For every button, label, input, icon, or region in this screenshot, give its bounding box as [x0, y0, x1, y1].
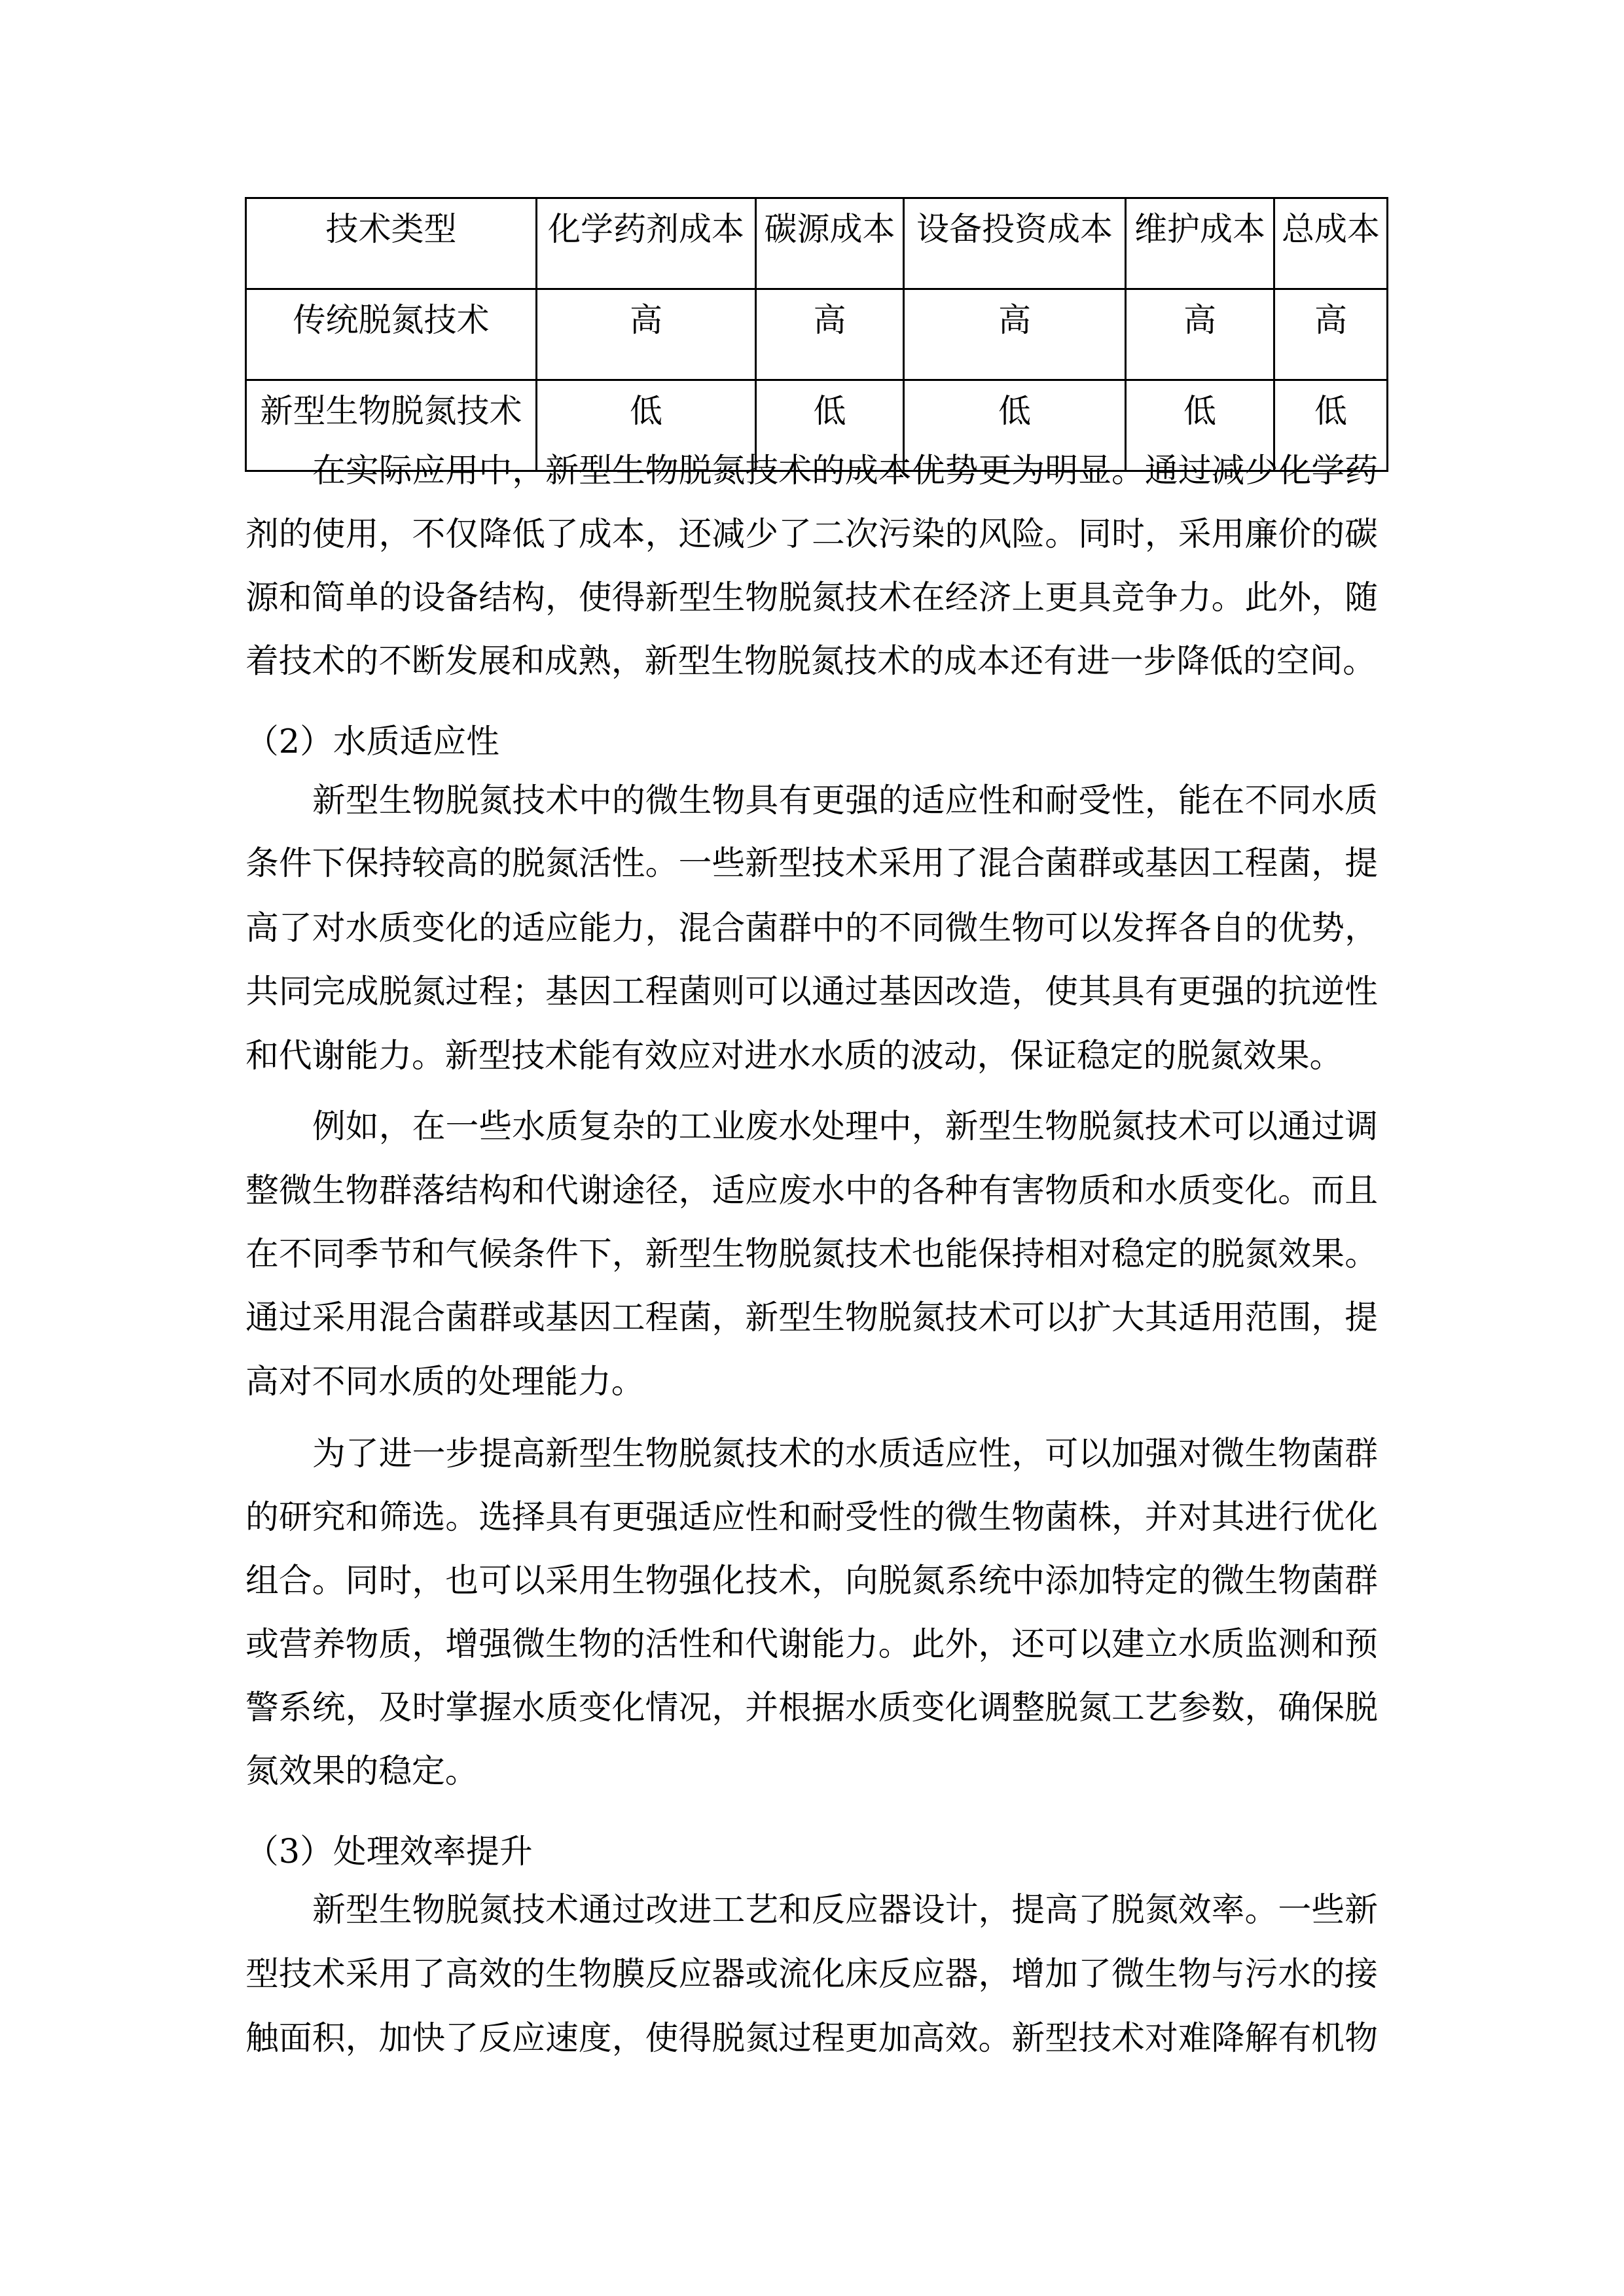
- table-cell: 低: [1274, 380, 1388, 471]
- table-cell: 高: [1274, 289, 1388, 380]
- table-cell: 高: [756, 289, 904, 380]
- text-line: 例如，在一些水质复杂的工业废水处理中，新型生物脱氮技术可以通过调: [312, 1107, 1378, 1145]
- text-line: 剂的使用，不仅降低了成本，还减少了二次污染的风险。同时，采用廉价的碳: [245, 514, 1378, 553]
- text-line: 警系统，及时掌握水质变化情况，并根据水质变化调整脱氮工艺参数，确保脱: [245, 1688, 1378, 1727]
- text-line: 触面积，加快了反应速度，使得脱氮过程更加高效。新型技术对难降解有机物: [245, 2018, 1378, 2057]
- text-line: 在不同季节和气候条件下，新型生物脱氮技术也能保持相对稳定的脱氮效果。: [245, 1234, 1378, 1273]
- header-cell-maintenance-cost: 维护成本: [1126, 198, 1274, 289]
- header-cell-equipment-cost: 设备投资成本: [904, 198, 1126, 289]
- header-cell-chemical-cost: 化学药剂成本: [537, 198, 756, 289]
- table-row: [246, 289, 1388, 380]
- text-line: 着技术的不断发展和成熟，新型生物脱氮技术的成本还有进一步降低的空间。: [245, 641, 1377, 680]
- text-line: 源和简单的设备结构，使得新型生物脱氮技术在经济上更具竞争力。此外，随: [245, 578, 1378, 617]
- text-line: 或营养物质，增强微生物的活性和代谢能力。此外，还可以建立水质监测和预: [245, 1624, 1378, 1663]
- header-cell-carbon-cost: 碳源成本: [756, 198, 904, 289]
- text-line: 新型生物脱氮技术中的微生物具有更强的适应性和耐受性，能在不同水质: [312, 781, 1378, 819]
- text-line: 型技术采用了高效的生物膜反应器或流化床反应器，增加了微生物与污水的接: [245, 1954, 1378, 1993]
- table-cell: 新型生物脱氮技术: [246, 380, 537, 471]
- table-header-row: [246, 198, 1388, 289]
- table-cell: 高: [537, 289, 756, 380]
- table-cell: 高: [1126, 289, 1274, 380]
- table-cell: 低: [1126, 380, 1274, 471]
- text-line: 为了进一步提高新型生物脱氮技术的水质适应性，可以加强对微生物菌群: [312, 1434, 1378, 1473]
- text-line: 组合。同时，也可以采用生物强化技术，向脱氮系统中添加特定的微生物菌群: [245, 1561, 1378, 1600]
- text-line: 氮效果的稳定。: [245, 1751, 478, 1790]
- text-line: 高对不同水质的处理能力。: [245, 1362, 645, 1401]
- table-cell: 传统脱氮技术: [246, 289, 537, 380]
- section-heading-water-adaptability: （2）水质适应性: [245, 722, 499, 761]
- text-line: 共同完成脱氮过程；基因工程菌则可以通过基因改造，使其具有更强的抗逆性: [245, 972, 1378, 1011]
- table-cell: 低: [537, 380, 756, 471]
- section-heading-efficiency: （3）处理效率提升: [245, 1832, 533, 1871]
- header-cell-total-cost: 总成本: [1274, 198, 1388, 289]
- text-line: 通过采用混合菌群或基因工程菌，新型生物脱氮技术可以扩大其适用范围，提: [245, 1298, 1378, 1336]
- text-line: 在实际应用中，新型生物脱氮技术的成本优势更为明显。通过减少化学药: [312, 451, 1378, 490]
- text-line: 条件下保持较高的脱氮活性。一些新型技术采用了混合菌群或基因工程菌，提: [245, 844, 1378, 882]
- text-line: 新型生物脱氮技术通过改进工艺和反应器设计，提高了脱氮效率。一些新: [312, 1890, 1378, 1929]
- text-line: 和代谢能力。新型技术能有效应对进水水质的波动，保证稳定的脱氮效果。: [245, 1036, 1343, 1075]
- text-line: 整微生物群落结构和代谢途径，适应废水中的各种有害物质和水质变化。而且: [245, 1171, 1378, 1210]
- text-line: 的研究和筛选。选择具有更强适应性和耐受性的微生物菌株，并对其进行优化: [245, 1498, 1378, 1536]
- header-cell-tech-type: 技术类型: [246, 198, 537, 289]
- cost-comparison-table: [245, 197, 1388, 472]
- table-cell: 低: [756, 380, 904, 471]
- table-cell: 高: [904, 289, 1126, 380]
- text-line: 高了对水质变化的适应能力，混合菌群中的不同微生物可以发挥各自的优势，: [245, 908, 1378, 947]
- table-cell: 低: [904, 380, 1126, 471]
